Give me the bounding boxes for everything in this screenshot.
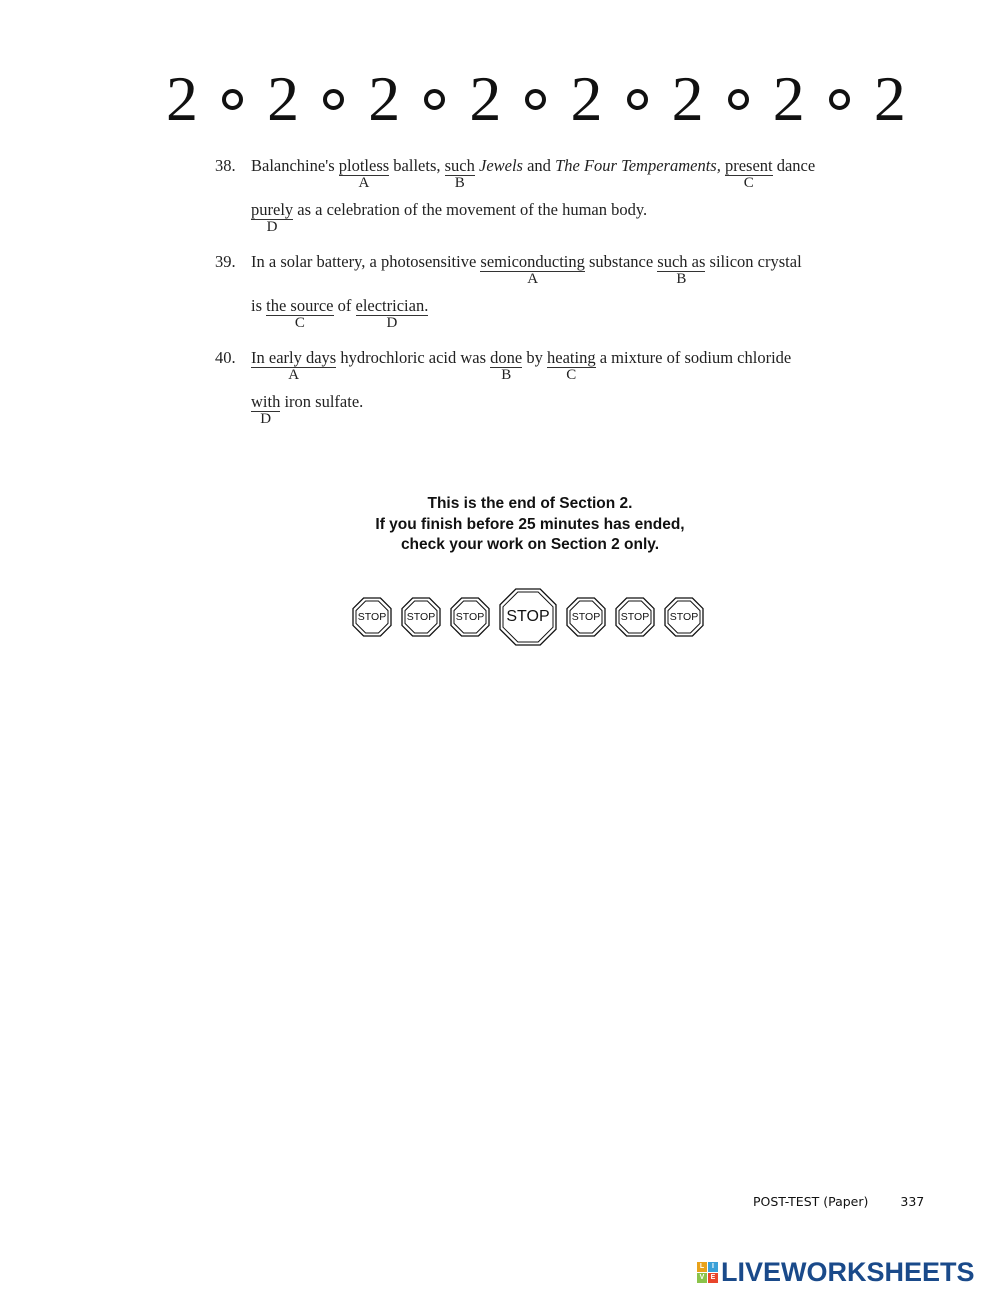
section-digit: 2 — [267, 63, 300, 134]
logo-tile: L — [697, 1262, 707, 1272]
circle-icon — [728, 89, 749, 110]
stop-sign-icon — [401, 597, 441, 637]
circle-icon — [829, 89, 850, 110]
stop-label: STOP — [669, 611, 699, 623]
circle-icon — [222, 89, 243, 110]
section-digit: 2 — [570, 63, 603, 134]
stop-sign-icon — [450, 597, 490, 637]
answer-option-b[interactable] — [490, 348, 523, 383]
question-text: a mixture of sodium chloride — [595, 348, 792, 367]
question-text: by — [522, 348, 547, 367]
stop-label: STOP — [357, 611, 387, 623]
stop-sign-icon — [664, 597, 704, 637]
option-letter: C — [566, 367, 577, 383]
option-text: such as — [657, 252, 706, 271]
logo-tile: E — [708, 1273, 718, 1283]
end-message-line-1: This is the end of Section 2. — [427, 495, 633, 512]
answer-option-a[interactable] — [251, 348, 337, 383]
answer-option-b[interactable] — [444, 156, 475, 191]
question-line — [251, 252, 802, 287]
stop-signs-row — [352, 588, 704, 646]
liveworksheets-logo — [697, 1257, 975, 1288]
option-text: such — [444, 156, 475, 175]
question-text: The Four Temperaments, — [555, 156, 721, 175]
logo-tile: V — [697, 1273, 707, 1283]
circle-icon — [323, 89, 344, 110]
answer-option-c[interactable] — [547, 348, 596, 383]
end-message-line-3: check your work on Section 2 only. — [400, 536, 660, 553]
option-letter: D — [260, 411, 272, 427]
question-number: 40. — [215, 348, 236, 367]
circle-icon — [525, 89, 546, 110]
question-text: iron sulfate. — [280, 392, 364, 411]
answer-option-d[interactable] — [251, 200, 294, 235]
section-number-banner — [166, 62, 906, 136]
stop-sign-icon — [352, 597, 392, 637]
end-message-line-2: If you finish before 25 minutes has ended, — [375, 515, 685, 533]
option-text: with — [251, 392, 281, 411]
option-letter: A — [527, 271, 539, 287]
option-text: electrician. — [355, 296, 429, 315]
question-text: dance — [772, 156, 816, 175]
option-letter: D — [386, 315, 398, 331]
answer-option-a[interactable] — [480, 252, 585, 287]
stop-label: STOP — [455, 611, 485, 623]
question-number: 38. — [215, 156, 236, 175]
stop-label: STOP — [506, 608, 550, 625]
page-footer — [753, 1194, 924, 1209]
question-text: In a solar battery, a photosensitive — [251, 252, 481, 271]
option-letter: B — [454, 175, 465, 191]
logo-tile: I — [708, 1262, 718, 1272]
question-line — [251, 200, 648, 235]
circle-icon — [424, 89, 445, 110]
answer-option-c[interactable] — [266, 296, 334, 331]
option-letter: A — [288, 367, 300, 383]
section-digit: 2 — [772, 63, 805, 134]
stop-label: STOP — [571, 611, 601, 623]
option-text: heating — [547, 348, 596, 367]
stop-label: STOP — [620, 611, 650, 623]
logo-text: LIVEWORKSHEETS — [721, 1257, 975, 1287]
page-number: 337 — [900, 1194, 925, 1209]
section-digit: 2 — [166, 63, 198, 134]
stop-sign-icon — [499, 588, 557, 646]
option-text: In early days — [251, 348, 337, 367]
option-text: semiconducting — [480, 252, 585, 271]
answer-option-a[interactable] — [338, 156, 390, 191]
question-text: and — [522, 156, 556, 175]
stop-sign-icon — [566, 597, 606, 637]
circle-icon — [627, 89, 648, 110]
question-text: is — [251, 296, 267, 315]
option-letter: A — [358, 175, 370, 191]
answer-option-b[interactable] — [657, 252, 706, 287]
question-line — [251, 392, 364, 427]
question-line — [251, 296, 429, 331]
question-text: as a celebration of the movement of the human body. — [293, 200, 648, 219]
option-text: purely — [251, 200, 294, 219]
stop-label: STOP — [406, 611, 436, 623]
live-tiles-icon — [697, 1262, 718, 1283]
question-text: Balanchine's — [251, 156, 339, 175]
section-digit: 2 — [671, 63, 704, 134]
option-letter: B — [676, 271, 687, 287]
option-text: plotless — [338, 156, 390, 175]
option-letter: B — [501, 367, 512, 383]
section-digit: 2 — [873, 63, 906, 134]
question-text: silicon crystal — [705, 252, 802, 271]
answer-option-d[interactable] — [251, 392, 281, 427]
section-digit: 2 — [368, 63, 401, 134]
question-text: hydrochloric acid was — [336, 348, 491, 367]
option-text: the source — [266, 296, 334, 315]
question-text: substance — [584, 252, 658, 271]
question-line — [251, 348, 792, 383]
answer-option-c[interactable] — [724, 156, 773, 191]
footer-label: POST-TEST (Paper) — [753, 1194, 869, 1209]
end-of-section-message — [0, 494, 1000, 556]
question-line — [251, 156, 816, 191]
answer-option-d[interactable] — [355, 296, 429, 331]
question-number: 39. — [215, 252, 236, 271]
option-letter: C — [743, 175, 754, 191]
option-letter: D — [266, 219, 278, 235]
question-text: Jewels — [479, 156, 523, 175]
option-text: present — [724, 156, 773, 175]
option-letter: C — [294, 315, 305, 331]
option-text: done — [490, 348, 523, 367]
question-text: ballets, — [389, 156, 445, 175]
question-text: of — [333, 296, 356, 315]
stop-sign-icon — [615, 597, 655, 637]
section-digit: 2 — [469, 63, 502, 134]
